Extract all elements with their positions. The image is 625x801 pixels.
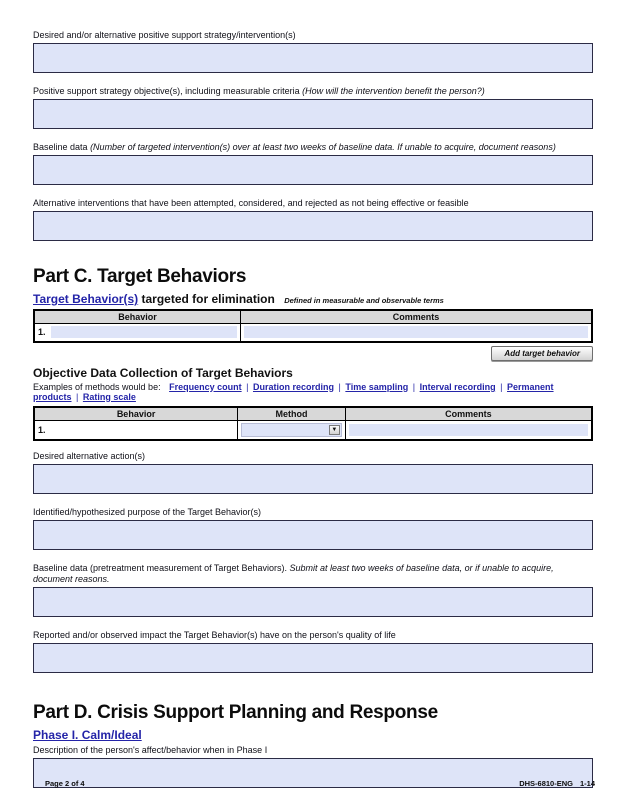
- comments-cell: [345, 420, 592, 440]
- field-purpose-label-text: Identified/hypothesized purpose of the Target Behavior(s): [33, 506, 261, 517]
- field-purpose: [33, 507, 593, 550]
- method-link-frequency-count[interactable]: Frequency count: [169, 381, 242, 392]
- separator: |: [338, 381, 341, 392]
- separator: |: [246, 381, 249, 392]
- phase-1-link[interactable]: Phase I. Calm/Ideal: [33, 727, 142, 742]
- desired-action-input[interactable]: [33, 464, 593, 494]
- method-link-permanent-products[interactable]: Permanent products: [33, 381, 554, 402]
- target-behaviors-table: [33, 309, 593, 343]
- method-link-time-sampling[interactable]: Time sampling: [345, 381, 409, 392]
- table-header-row: [34, 407, 592, 421]
- purpose-input[interactable]: [33, 520, 593, 550]
- field-impact-label-text: Reported and/or observed impact the Target Behavior(s) have on the person's quality of life: [33, 629, 396, 640]
- method-column-header: Method: [238, 407, 346, 421]
- field-strategy: [33, 30, 593, 73]
- field-alternatives: [33, 198, 593, 241]
- page-number: Page 2 of 4: [45, 779, 85, 788]
- field-baseline2-label-note: Submit at least two weeks of baseline data, or if unable to acquire, document reasons.: [33, 562, 554, 584]
- behavior-1-input[interactable]: [51, 326, 237, 338]
- field-alternatives-label: [33, 198, 593, 209]
- baseline2-input[interactable]: [33, 587, 593, 617]
- comments-column-header: Comments: [345, 407, 592, 421]
- objectives-input[interactable]: [33, 99, 593, 129]
- impact-input[interactable]: [33, 643, 593, 673]
- form-id-footer: [512, 779, 595, 788]
- form-id: DHS-6810-ENG: [519, 779, 573, 788]
- row-number: 1.: [38, 327, 46, 338]
- target-behaviors-link[interactable]: Target Behavior(s): [33, 292, 139, 306]
- field-phase1-desc-label: [33, 745, 593, 756]
- behavior-column-header: Behavior: [34, 407, 238, 421]
- behavior-cell: [34, 324, 240, 342]
- field-alternatives-label-text: Alternative interventions that have been attempted, considered, and rejected as not being effective or feasible: [33, 198, 469, 208]
- method-link-interval-recording[interactable]: Interval recording: [419, 381, 496, 392]
- field-baseline-label-note: (Number of targeted intervention(s) over at least two weeks of baseline data. If unable to acquire, document reasons): [90, 142, 556, 152]
- table-header-row: [34, 310, 592, 324]
- method-select[interactable]: [241, 423, 342, 437]
- field-baseline: [33, 142, 593, 185]
- objective-data-heading: Objective Data Collection of Target Behaviors: [33, 365, 293, 380]
- behavior-cell: [34, 420, 238, 440]
- field-baseline2-label-text: Baseline data (pretreatment measurement of Target Behaviors).: [33, 562, 287, 573]
- field-baseline2-label: [33, 563, 593, 585]
- field-strategy-label-text: Desired and/or alternative positive support strategy/intervention(s): [33, 30, 296, 40]
- form-revision: 1-14: [579, 779, 595, 788]
- behavior-column-header: Behavior: [34, 310, 240, 324]
- field-objectives-label: [33, 86, 593, 97]
- comments-1-input[interactable]: [349, 424, 588, 436]
- field-impact: [33, 630, 593, 673]
- alternatives-input[interactable]: [33, 211, 593, 241]
- field-objectives-label-note: (How will the intervention benefit the person?): [302, 86, 485, 96]
- field-impact-label: [33, 630, 593, 641]
- form-content: [33, 30, 593, 801]
- separator: |: [412, 381, 416, 392]
- field-objectives: [33, 86, 593, 129]
- method-link-duration-recording[interactable]: Duration recording: [252, 381, 334, 392]
- field-desired-action: [33, 451, 593, 494]
- field-strategy-label: [33, 30, 593, 41]
- field-baseline-label-text: Baseline data: [33, 142, 88, 152]
- methods-examples-line: [33, 382, 593, 402]
- method-link-rating-scale[interactable]: Rating scale: [82, 391, 136, 402]
- methods-prefix: Examples of methods would be:: [33, 381, 161, 392]
- part-d-title: Part D. Crisis Support Planning and Response: [33, 701, 438, 723]
- row-number: 1.: [38, 424, 46, 435]
- target-behaviors-subtitle: [33, 292, 593, 306]
- field-desired-action-label-text: Desired alternative action(s): [33, 450, 146, 461]
- separator: |: [76, 391, 79, 402]
- strategy-input[interactable]: [33, 43, 593, 73]
- field-purpose-label: [33, 507, 593, 518]
- comments-cell: [240, 324, 592, 342]
- field-baseline2: [33, 563, 593, 617]
- target-behaviors-rest: targeted for elimination: [141, 292, 275, 306]
- comments-1-input[interactable]: [244, 326, 588, 338]
- comments-column-header: Comments: [240, 310, 592, 324]
- separator: |: [500, 381, 503, 392]
- field-desired-action-label: [33, 451, 593, 462]
- field-baseline-label: [33, 142, 593, 153]
- field-phase1-desc: [33, 745, 593, 788]
- target-behaviors-note: Defined in measurable and observable terms: [284, 296, 444, 305]
- part-c-title: Part C. Target Behaviors: [33, 266, 247, 287]
- table-row: [34, 420, 592, 440]
- add-target-behavior-button[interactable]: Add target behavior: [491, 346, 593, 361]
- phase1-desc-input[interactable]: [33, 758, 593, 788]
- baseline-input[interactable]: [33, 155, 593, 185]
- field-phase1-desc-label-text: Description of the person's affect/behavior when in Phase I: [33, 744, 268, 755]
- chevron-down-icon[interactable]: ▼: [329, 425, 340, 435]
- field-objectives-label-text: Positive support strategy objective(s), including measurable criteria: [33, 86, 300, 96]
- method-cell: [238, 420, 346, 440]
- phase-1-heading: [33, 728, 593, 742]
- data-collection-table: [33, 406, 593, 441]
- table-row: [34, 324, 592, 342]
- add-button-row: [33, 346, 593, 361]
